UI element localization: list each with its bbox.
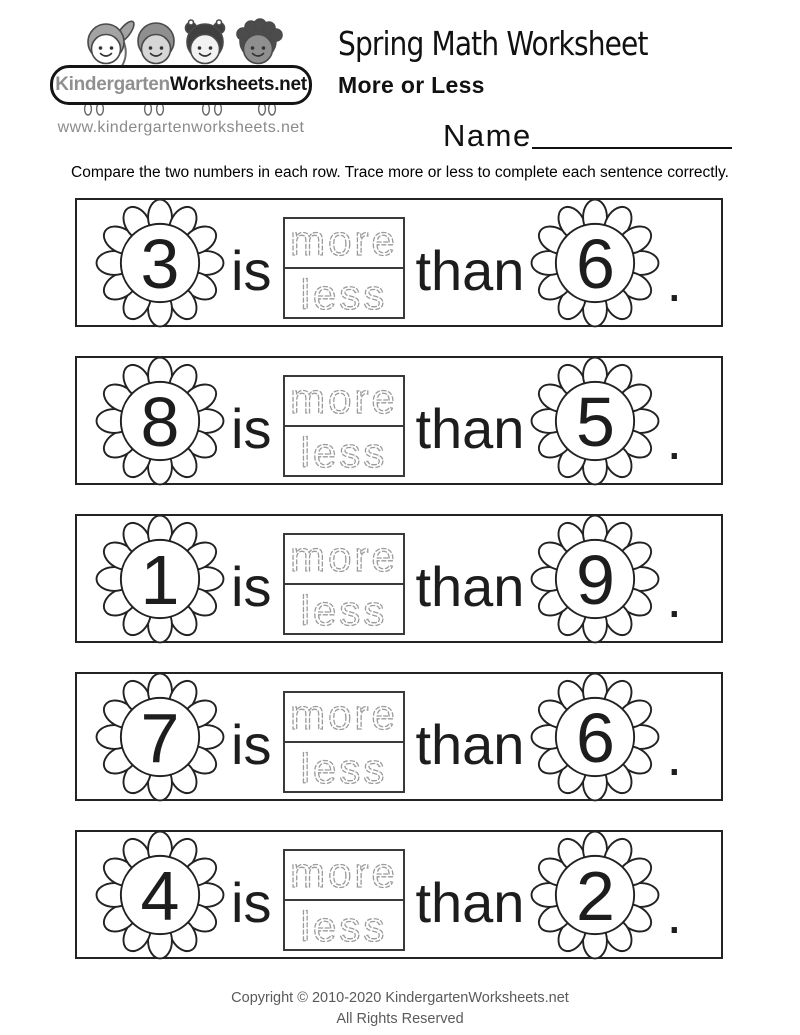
word-is: is [231, 397, 272, 460]
more-less-trace-box [283, 375, 405, 477]
logo-wordmark-box [50, 65, 312, 105]
site-logo [50, 8, 312, 137]
trace-less-cell [285, 267, 403, 317]
trace-less-cell [285, 583, 403, 633]
right-number: 9 [575, 540, 615, 619]
brand-name-gray: Kindergarten [55, 74, 170, 95]
word-than: than [415, 871, 525, 934]
sentence-row-2 [75, 356, 723, 485]
left-number: 1 [140, 540, 180, 619]
left-number: 7 [140, 698, 180, 777]
trace-less-text: less [301, 271, 388, 318]
trace-more-cell [285, 535, 403, 583]
trace-more-text: more [290, 691, 399, 738]
trace-less-cell [285, 741, 403, 791]
header [338, 24, 702, 99]
flower-icon [532, 674, 658, 800]
trace-less-cell [285, 899, 403, 949]
instructions-text: Compare the two numbers in each row. Trace more or less to complete each sentence correctly. [71, 164, 729, 181]
more-less-trace-box [283, 533, 405, 635]
trace-more-text: more [290, 375, 399, 422]
left-number: 4 [140, 856, 180, 935]
name-blank-line [532, 119, 732, 149]
rights-line: All Rights Reserved [336, 1011, 464, 1028]
trace-more-cell [285, 219, 403, 267]
right-number: 5 [575, 382, 615, 461]
footer [0, 988, 800, 1030]
flower-icon [532, 516, 658, 642]
trace-more-text: more [290, 849, 399, 896]
sentence-period: . [666, 882, 683, 945]
trace-less-text: less [301, 903, 388, 950]
word-than: than [415, 239, 525, 302]
sentence-period: . [666, 566, 683, 629]
trace-less-text: less [301, 745, 388, 792]
sentence-rows [75, 198, 723, 959]
flower-icon [97, 200, 223, 326]
trace-less-cell [285, 425, 403, 475]
copyright-line: Copyright © 2010-2020 KindergartenWorksheets.net [231, 990, 569, 1006]
sentence-period: . [666, 724, 683, 787]
children-illustration-icon [50, 8, 310, 72]
flower-icon [532, 832, 658, 958]
sentence-period: . [666, 250, 683, 313]
trace-more-text: more [290, 217, 399, 264]
trace-more-text: more [290, 533, 399, 580]
flower-icon [532, 200, 658, 326]
sentence-row-3 [75, 514, 723, 643]
more-less-trace-box [283, 849, 405, 951]
sentence-period: . [666, 408, 683, 471]
word-than: than [415, 713, 525, 776]
right-number: 6 [575, 698, 615, 777]
brand-name-black: Worksheets.net [169, 74, 307, 95]
children-feet-icon [56, 103, 306, 118]
flower-icon [97, 358, 223, 484]
trace-more-cell [285, 377, 403, 425]
sentence-row-1 [75, 198, 723, 327]
flower-icon [97, 516, 223, 642]
word-is: is [231, 871, 272, 934]
right-number: 2 [575, 856, 615, 935]
page-subtitle: More or Less [338, 72, 485, 98]
flower-icon [532, 358, 658, 484]
trace-more-cell [285, 693, 403, 741]
site-url: www.kindergartenworksheets.net [57, 119, 305, 136]
word-than: than [415, 397, 525, 460]
page-title: Spring Math Worksheet [338, 24, 648, 63]
trace-more-cell [285, 851, 403, 899]
right-number: 6 [575, 224, 615, 303]
flower-icon [97, 674, 223, 800]
word-is: is [231, 239, 272, 302]
trace-less-text: less [301, 587, 388, 634]
left-number: 8 [140, 382, 180, 461]
sentence-row-5 [75, 830, 723, 959]
word-is: is [231, 555, 272, 618]
more-less-trace-box [283, 217, 405, 319]
sentence-row-4 [75, 672, 723, 801]
left-number: 3 [140, 224, 180, 303]
word-than: than [415, 555, 525, 618]
name-field [443, 118, 732, 154]
word-is: is [231, 713, 272, 776]
name-label: Name [443, 118, 532, 153]
more-less-trace-box [283, 691, 405, 793]
trace-less-text: less [301, 429, 388, 476]
flower-icon [97, 832, 223, 958]
